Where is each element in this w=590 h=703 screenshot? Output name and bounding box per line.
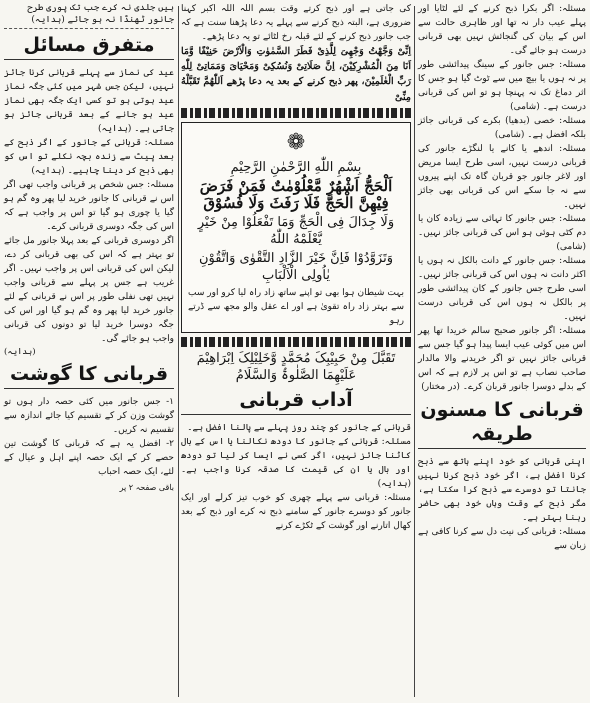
paragraph: ۲- افضل یہ ہے کہ قربانی کا گوشت تین حصے کر کے ایک حصہ اپنے اہل و عیال کے لئے، ایک حصہ احباب: [4, 439, 174, 477]
paragraph: مسئلہ: خصی (بدھیا) بکرے کی قربانی جائز بلکہ افضل ہے۔ (شامی): [418, 116, 586, 140]
paragraph: قربانی کے جانور کو چند روز پہلے سے پالنا افضل ہے۔: [187, 422, 411, 433]
calligraphy-line: وَتَزَوَّدُوْا فَاِنَّ خَیْرَ الزَّادِ التَّقْوٰی وَاتَّقُوْنِ یٰاُولِی الْاَلْبَابِ: [199, 250, 393, 283]
paragraph: مسئلہ: جس جانور کا تہائی سے زیادہ کان یا دم کٹی ہوئی ہو اس کی قربانی جائز نہیں۔ (شامی): [418, 214, 586, 252]
paragraph: مسئلہ: اگر بکرا ذبح کرنے کے لئے لٹایا اور پہلے عیب دار نہ تھا اور ظاہری حالت سے اس کے بیان کی گنجائش نہیں بھی قربانی درست ہو جائے گی۔: [418, 4, 586, 56]
paragraph: مسئلہ: قربانی کی نیت دل سے کرنا کافی ہے زبان سے: [418, 527, 586, 551]
calligraphy-medallion: ❁: [286, 129, 306, 155]
left-column: [4, 2, 174, 701]
right-column: [418, 2, 586, 701]
section-heading: متفرق مسائل: [4, 33, 174, 60]
middle-column: [181, 2, 411, 701]
section-heading: قربانی کا گوشت: [4, 362, 174, 389]
paragraph: مسئلہ: قربانی سے پہلے چھری کو خوب تیز کرلے اور ایک جانور کو دوسرے جانور کے سامنے ذبح نہ کرے اور ذبح کے بعد کھال اتارنے اور گوشت کے ٹکڑے کرنے: [181, 492, 411, 531]
paragraph: مسئلہ: جس جانور کے دانت بالکل نہ ہوں یا اکثر دانت نہ ہوں اس کی قربانی جائز نہیں۔ اسی طرح جس جانور کے کان پیدائشی طور پر بالکل نہ ہوں اس کی قربانی درست نہیں۔: [418, 256, 586, 322]
calligraphy-line: وَلَا جِدَالَ فِی الْحَجِّ وَمَا تَفْعَلُوْا مِنْ خَیْرٍ یَّعْلَمْهُ اللّٰهُ: [197, 214, 395, 247]
paragraph: کی جاتی ہے اور ذبح کرتے وقت بسم اللہ اللہ اکبر کہنا ضروری ہے، البتہ ذبح کرنے سے پہلے یہ دعا پڑھنا سنت ہے کہ جب جانور ذبح کرنے کے لئے قبلہ رخ لٹائے تو یہ دعا پڑھے۔: [181, 4, 411, 42]
column-divider: [178, 6, 179, 697]
paragraph: ۱- جس جانور میں کئی حصہ دار ہوں تو گوشت وزن کر کے تقسیم کیا جائے اندازہ سے تقسیم نہ کریں۔: [4, 397, 174, 435]
calligraphy-panel: [181, 122, 411, 333]
section-heading: آداب قربانی: [181, 388, 411, 415]
continued-note: باقی صفحہ ۲ پر: [119, 483, 174, 492]
basmala: بِسْمِ اللّٰهِ الرَّحْمٰنِ الرَّحِیْمِ: [230, 159, 362, 175]
continued-line: ہیں جلدی نہ کرے جب تک پوری طرح جانور ٹھنڈا نہ ہو جائے (ہدایہ): [4, 2, 174, 29]
salutation: تَقَبَّلَ مِنْ حَبِیْبِکَ مُحَمَّدٍ وَّخَلِیْلِکَ اِبْرَاهِیْمَ عَلَیْهِمَا الصَّلٰوۃُ وَالسَّلَامُ: [196, 350, 396, 383]
paragraph: مسئلہ: قربانی کے جانور کا دودھ نکالنا یا اس کے بال کاٹنا جائز نہیں، اگر کسی نے ایسا کر لیا تو دودھ اور بال یا ان کی قیمت کا صدقہ کرنا واجب ہے۔ (ہدایہ): [181, 436, 411, 489]
paragraph: مسئلہ: قربانی کے جانور کے اگر ذبح کے بعد پیٹ سے زندہ بچہ نکلے تو اس کو بھی ذبح کر دینا چاہیے۔ (ہدایہ): [4, 138, 174, 176]
paragraph: مسئلہ: اندھے یا کانے یا لنگڑے جانور کی قربانی درست نہیں، اسی طرح ایسا مریض اور لاغر جانور جو قربان گاہ تک اپنے پیروں سے نہ جا سکے اس کی قربانی بھی جائز نہیں۔: [418, 144, 586, 210]
section-heading: قربانی کا مسنون طریقہ: [418, 398, 586, 449]
dua-text: اِنِّیْ وَجَّهْتُ وَجْهِیَ لِلَّذِیْ فَطَرَ السَّمٰوٰتِ وَالْاَرْضَ حَنِیْفًا وَّمَا اَنَا مِنَ الْمُشْرِکِیْنَ، اِنَّ صَلَاتِیْ وَنُسُکِیْ وَمَحْیَایَ وَمَمَاتِیْ لِلّٰهِ رَبِّ الْعٰلَمِیْنَ، پھر ذبح کرنے کے بعد یہ دعا پڑھے اَللّٰهُمَّ تَقَبَّلْهُ مِنِّیْ: [181, 46, 411, 103]
border-ornament: [181, 108, 411, 118]
paragraph: عید کی نماز سے پہلے قربانی کرنا جائز نہیں، لیکن جس شہر میں کئی جگہ نماز عید ہوتی ہو تو کسی ایک جگہ بھی نماز عید ہو جانے کے بعد قربانی جائز ہو جاتی ہے۔ (ہدایہ): [4, 68, 174, 134]
paragraph: مسئلہ: جس جانور کے سینگ پیدائشی طور پر نہ ہوں یا بیچ میں سے ٹوٹ گیا ہو جس کا اثر دماغ تک نہ پہنچا ہو تو اس کی قربانی درست ہے۔ (شامی): [418, 60, 586, 112]
paragraph: اگر دوسری قربانی کے بعد پہلا جانور مل جائے تو بہتر ہے کہ اس کی بھی قربانی کر دے، لیکن اس کی قربانی اس پر واجب نہیں۔ اگر غریب ہے جس پر پہلے سے قربانی واجب نہیں تھی نفلی طور پر اس نے قربانی کے لئے جانور خرید لیا پھر وہ گم ہو گیا اور اس کی جگہ دوسرا خرید لیا تو دونوں کی قربانی واجب ہو جائے گی۔: [4, 236, 174, 344]
paragraph: مسئلہ: جس شخص پر قربانی واجب تھی اگر اس نے قربانی کا جانور خرید لیا پھر وہ گم ہو گیا یا چوری ہو گیا تو اس پر واجب ہے کہ اس کی جگہ دوسری قربانی کرے۔: [4, 180, 174, 232]
calligraphy-line: اَلْحَجُّ اَشْهُرٌ مَّعْلُوْمٰتٌ فَمَنْ فَرَضَ فِیْهِنَّ الْحَجَّ فَلَا رَفَثَ وَلَا فُسُوْقَ: [199, 176, 393, 212]
column-divider: [414, 6, 415, 697]
paragraph: مسئلہ: اگر جانور صحیح سالم خریدا تھا پھر اس میں کوئی عیب ایسا پیدا ہو گیا جس سے قربانی جائز نہیں تو اگر خریدنے والا مالدار صاحب نصاب ہے تو اس پر لازم ہے کہ اس کے بدلے دوسرا جانور قربان کرے۔ (در مختار): [418, 326, 586, 392]
border-ornament: [181, 337, 411, 347]
reference-note: (ہدایہ): [4, 347, 36, 357]
panel-caption: بہت شیطان ہوا بھی تو اپنے ساتھ زاد راہ لیا کرو اور سب سے بہتر زاد راہ تقویٰ ہے اور اے عقل والو مجھ سے ڈرتے رہو: [188, 287, 404, 326]
paragraph: اپنی قربانی کو خود اپنے ہاتھ سے ذبح کرنا افضل ہے، اگر خود ذبح کرنا نہیں جانتا تو دوسرے سے ذبح کرا سکتا ہے، مگر ذبح کے وقت وہاں خود بھی حاضر رہنا بہتر ہے۔: [418, 457, 586, 523]
